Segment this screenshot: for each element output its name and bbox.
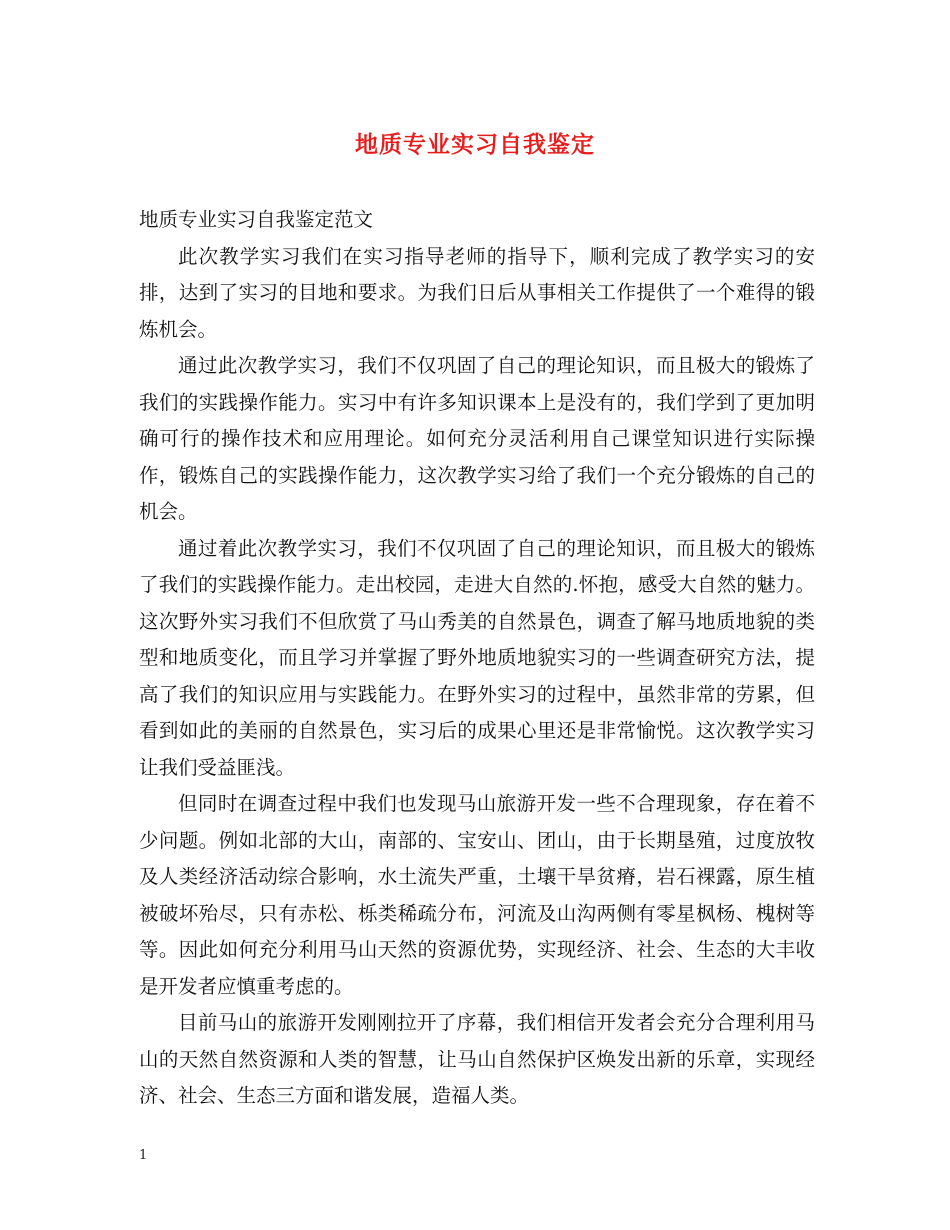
paragraph-5: 目前马山的旅游开发刚刚拉开了序幕，我们相信开发者会充分合理利用马山的天然自然资源和人类的智慧，让马山自然保护区焕发出新的乐章，实现经济、社会、生态三方面和谐发展，造福人类。 [139, 1011, 815, 1107]
paragraph-3: 通过着此次教学实习，我们不仅巩固了自己的理论知识，而且极大的锻炼了我们的实践操作能力。走出校园，走进大自然的.怀抱，感受大自然的魅力。这次野外实习我们不但欣赏了马山秀美的自然景色，调查了解马地质地貌的类型和地质变化，而且学习并掌握了野外地质地貌实习的一些调查研究方法，提高了我们的知识应用与实践能力。在野外实习的过程中，虽然非常的劳累，但看到如此的美丽的自然景色，实习后的成果心里还是非常愉悦。这次教学实习让我们受益匪浅。 [139, 536, 815, 779]
paragraph-2: 通过此次教学实习，我们不仅巩固了自己的理论知识，而且极大的锻炼了我们的实践操作能力。实习中有许多知识课本上是没有的，我们学到了更加明确可行的操作技术和应用理论。如何充分灵活利用自己课堂知识进行实际操作，锻炼自己的实践操作能力，这次教学实习给了我们一个充分锻炼的自己的机会。 [139, 354, 815, 523]
paragraph-4: 但同时在调查过程中我们也发现马山旅游开发一些不合理现象，存在着不少问题。例如北部的大山，南部的、宝安山、团山，由于长期垦殖，过度放牧及人类经济活动综合影响，水土流失严重，土壤干旱贫瘠，岩石裸露，原生植被破坏殆尽，只有赤松、栎类稀疏分布，河流及山沟两侧有零星枫杨、槐树等等。因此如何充分利用马山天然的资源优势，实现经济、社会、生态的大丰收是开发者应慎重考虑的。 [139, 792, 815, 998]
document-body [139, 202, 815, 1115]
paragraph-1: 此次教学实习我们在实习指导老师的指导下，顺利完成了教学实习的安排，达到了实习的目地和要求。为我们日后从事相关工作提供了一个难得的锻炼机会。 [139, 244, 815, 341]
page-number: 1 [139, 1148, 148, 1163]
document-subtitle: 地质专业实习自我鉴定范文 [139, 208, 374, 231]
document-title: 地质专业实习自我鉴定 [355, 131, 595, 158]
